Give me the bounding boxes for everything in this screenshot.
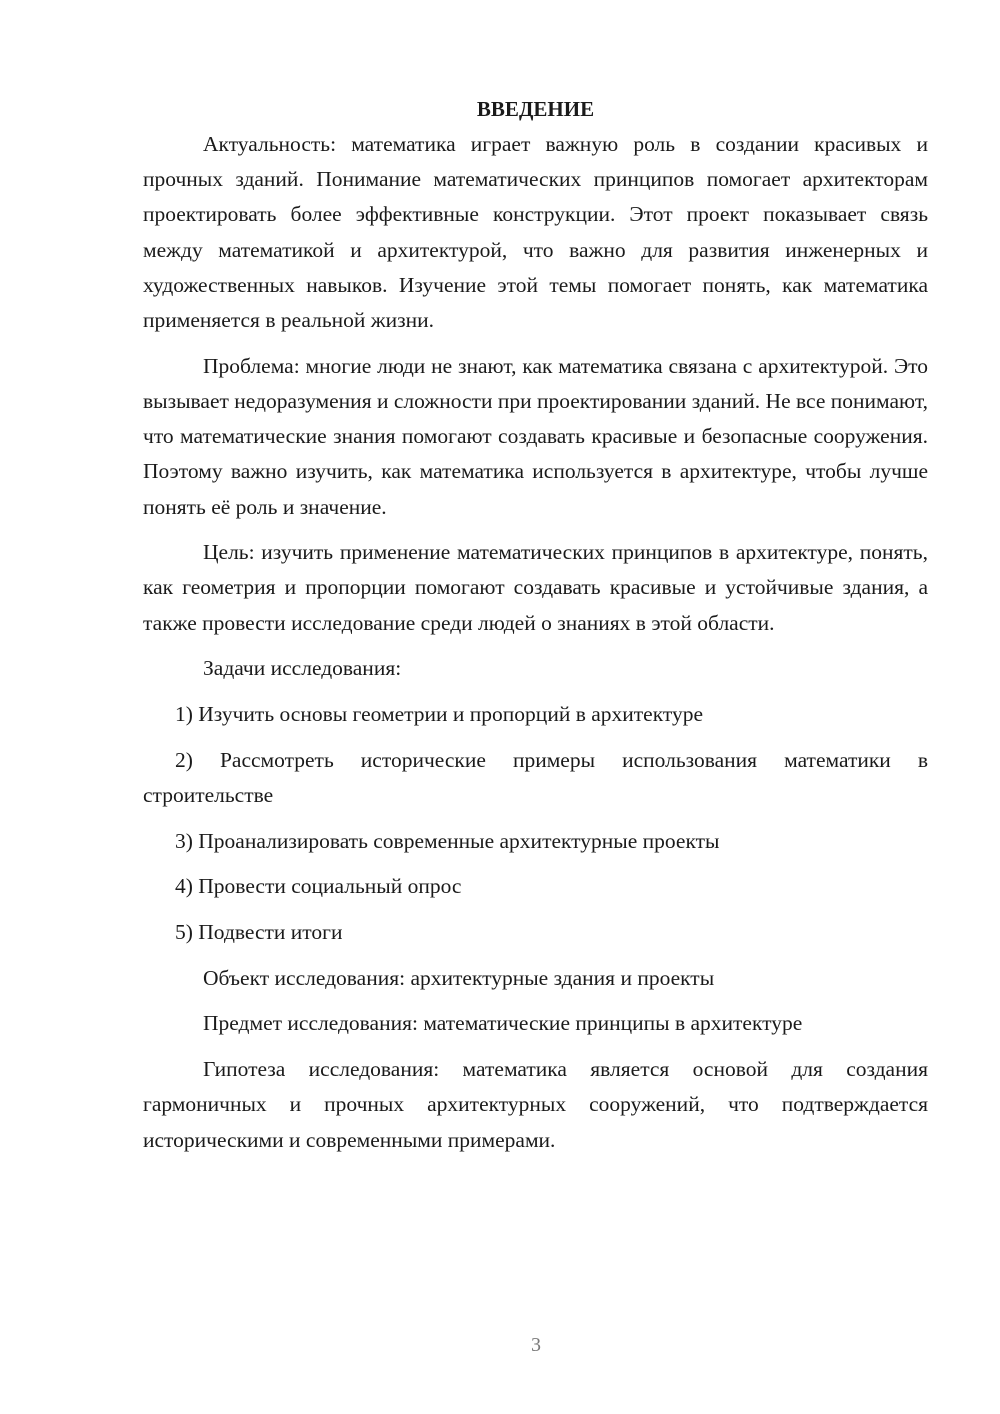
problem-paragraph: Проблема: многие люди не знают, как математика связана с архитектурой. Это вызывает недоразумения и сложности при проектировании зданий. Не все понимают, что математические знания помогают создавать красивые и безопасные сооружения. Поэтому важно изучить, как математика используется в архитектуре, чтобы лучше понять её роль и значение. [143, 353, 928, 519]
research-object: Объект исследования: архитектурные здания и проекты [203, 965, 715, 990]
hypothesis-paragraph: Гипотеза исследования: математика является основой для создания гармоничных и прочных архитектурных сооружений, что подтверждается историческими и современными примерами. [143, 1057, 928, 1152]
tasks-heading: Задачи исследования: [203, 656, 402, 681]
task-item-4: 4) Провести социальный опрос [175, 874, 462, 899]
task-item-1: 1) Изучить основы геометрии и пропорций в архитектуре [175, 702, 704, 727]
task-item-5: 5) Подвести итоги [175, 920, 343, 945]
research-subject: Предмет исследования: математические принципы в архитектуре [203, 1011, 803, 1036]
page-title: ВВЕДЕНИЕ [476, 97, 595, 121]
document-page [143, 92, 928, 1158]
goal-paragraph: Цель: изучить применение математических принципов в архитектуре, понять, как геометрия и пропорции помогают создавать красивые и устойчивые здания, а также провести исследование среди людей о знаниях в этой области. [143, 540, 928, 635]
page-number: 3 [531, 1334, 541, 1356]
task-item-2: 2) Рассмотреть исторические примеры использования математики в строительстве [143, 747, 928, 807]
task-item-3: 3) Проанализировать современные архитектурные проекты [175, 828, 720, 853]
relevance-paragraph: Актуальность: математика играет важную роль в создании красивых и прочных зданий. Понимание математических принципов помогает архитекторам проектировать более эффективные конструкции. Этот проект показывает связь между математикой и архитектурой, что важно для развития инженерных и художественных навыков. Изучение этой темы помогает понять, как математика применяется в реальной жизни. [143, 132, 928, 333]
